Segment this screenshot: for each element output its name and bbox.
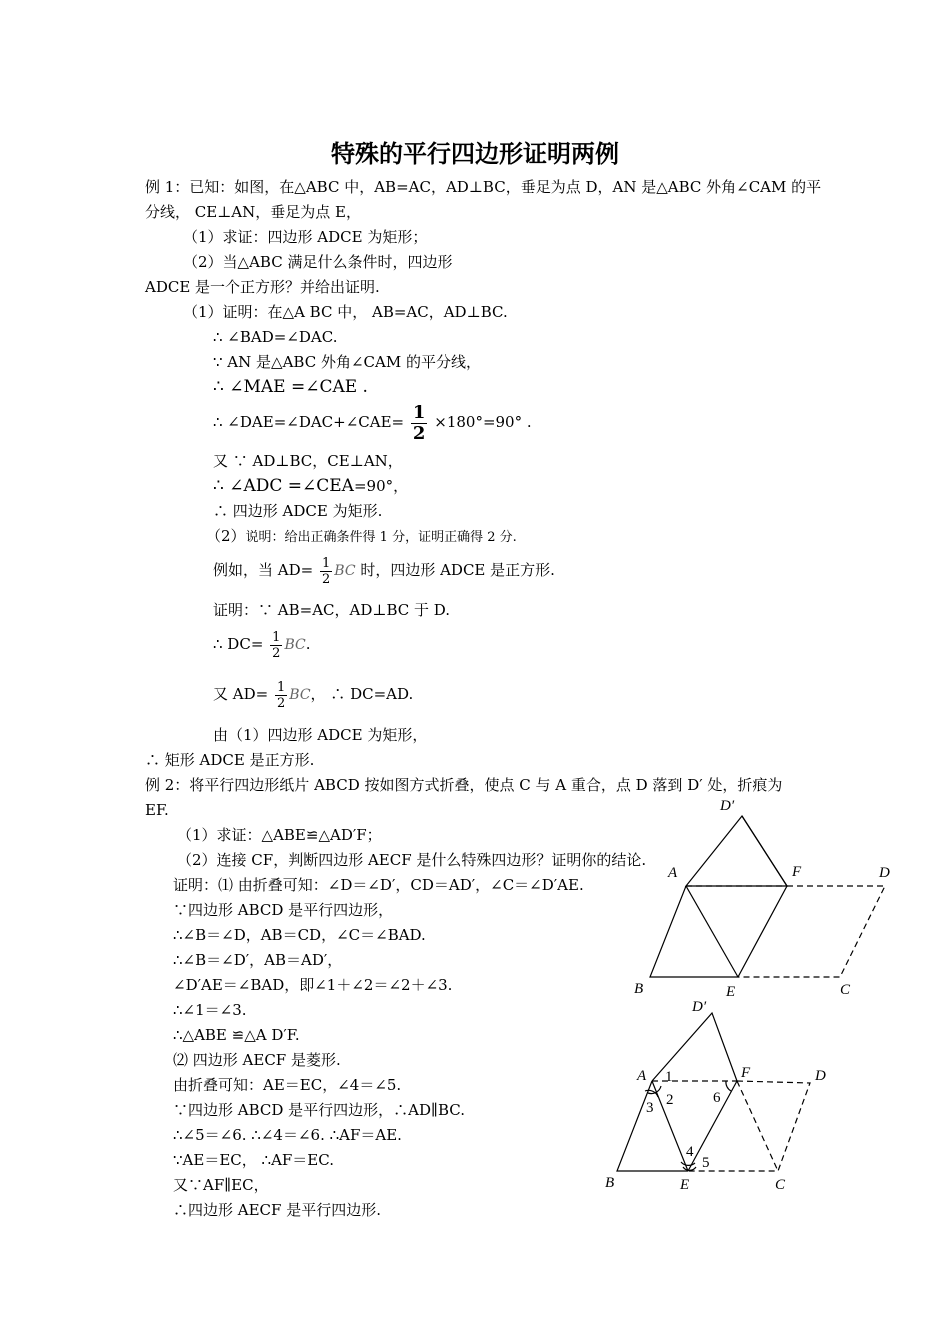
dae-result: 180°=90° .	[446, 413, 532, 431]
fraction-half: $\frac{1}{2}$	[276, 679, 286, 711]
ex1-line: （1）求证：四边形 ADCE 为矩形；	[183, 228, 428, 246]
ex1-line: 又 ∵ AD⊥BC，CE⊥AN，	[213, 452, 403, 470]
fig2-angle-arc	[726, 1081, 731, 1091]
ex2-line: 又∵AF∥EC，	[173, 1176, 269, 1194]
ex2-line: 例 2：将平行四边形纸片 ABCD 按如图方式折叠，使点 C 与 A 重合，点 D 落到 D′ 处，折痕为	[145, 776, 783, 794]
ex2-line: ∴∠1＝∠3.	[173, 1001, 247, 1019]
fig2-label: E	[680, 1177, 690, 1193]
ex1-line: 例 1：已知：如图，在△ABC 中，AB=AC，AD⊥BC，垂足为点 D，AN 是△ABC 外角∠CAM 的平	[145, 178, 822, 196]
fig1-label: C	[840, 982, 851, 998]
fig2-angle-label: 5	[702, 1155, 710, 1171]
ex1-line: ∴ ∠MAE =∠CAE .	[213, 377, 368, 397]
fig2-angle-label: 4	[686, 1144, 694, 1160]
ex1-line-example: 例如，当 AD= $\frac{1}{2}$ BC 时，四边形 ADCE 是正方形.	[213, 555, 555, 587]
scoring-note: 说明：给出正确条件得 1 分，证明正确得 2 分.	[245, 530, 517, 545]
ex2-line: （1）求证：△ABE≌△AD′F；	[177, 826, 382, 844]
ex2-line: ∴∠B＝∠D′，AB＝AD′，	[173, 951, 343, 969]
ex2-line: （2）连接 CF，判断四边形 AECF 是什么特殊四边形？证明你的结论.	[177, 851, 647, 869]
fig1-label: A	[668, 865, 678, 881]
ex1-line: ∴ 矩形 ADCE 是正方形.	[145, 751, 315, 769]
adc-value: =90°，	[353, 477, 409, 495]
fraction-half: $\frac{1}{2}$	[272, 629, 281, 661]
fraction-half: $\frac{1}{2}$	[321, 555, 331, 587]
ex2-line: 由折叠可知：AE＝EC，∠4＝∠5.	[173, 1076, 402, 1094]
ex1-line-ad: 又 AD= $\frac{1}{2}$ BC， ∴ DC=AD.	[213, 679, 414, 711]
fig2-angle-label: 2	[666, 1092, 674, 1108]
fig1-label: E	[726, 984, 736, 1000]
ex1-line: ADCE 是一个正方形？并给出证明.	[145, 278, 380, 296]
ex2-line: ∵AE＝EC， ∴AF＝EC.	[173, 1151, 334, 1169]
page-title: 特殊的平行四边形证明两例	[331, 140, 619, 168]
ex1-line: ∴ 四边形 ADCE 为矩形.	[213, 502, 383, 520]
dae-text: ∴ ∠DAE=∠DAC+∠CAE=	[213, 413, 405, 431]
fig2-ab-be	[617, 1081, 688, 1171]
fig2-fc-dashed	[737, 1081, 778, 1171]
fraction-half: $\frac{1}{2}$	[412, 401, 426, 444]
ex1-line-dc: ∴ DC= $\frac{1}{2}$ BC.	[213, 629, 311, 661]
ex2-line: ∵四边形 ABCD 是平行四边形，	[173, 901, 394, 919]
fig2-label: A	[637, 1068, 647, 1084]
fig2-label: B	[605, 1175, 615, 1191]
fig2-angle-label: 3	[646, 1100, 654, 1116]
ex2-line: ⑵ 四边形 AECF 是菱形.	[173, 1051, 341, 1069]
ex1-line: 证明：∵ AB=AC，AD⊥BC 于 D.	[213, 601, 451, 619]
fig2-label: F	[741, 1065, 751, 1081]
ex1-line: 由（1）四边形 ADCE 为矩形，	[213, 726, 428, 744]
ex2-line: ∴四边形 AECF 是平行四边形.	[173, 1201, 381, 1219]
ex2-line: ∠D′AE＝∠BAD，即∠1＋∠2＝∠2＋∠3.	[173, 976, 453, 994]
ex2-line: ∴∠B＝∠D，AB＝CD，∠C＝∠BAD.	[173, 926, 426, 944]
ex1-line: （1）证明：在△A BC 中， AB=AC，AD⊥BC.	[183, 303, 508, 321]
fig1-label: D	[879, 865, 890, 881]
fig2-angle-label: 6	[713, 1090, 721, 1106]
fig1-label: B	[634, 981, 644, 997]
fig1-label: F	[792, 864, 802, 880]
ex2-line: EF.	[145, 801, 169, 819]
ex1-line: ∵ AN 是△ABC 外角∠CAM 的平分线，	[213, 353, 481, 371]
ex2-line: 证明：⑴ 由折叠可知：∠D＝∠D′，CD＝AD′，∠C＝∠D′AE.	[173, 876, 584, 894]
fig2-label: C	[775, 1177, 786, 1193]
ex2-line: ∵四边形 ABCD 是平行四边形，∴AD∥BC.	[173, 1101, 465, 1119]
ex1-line: 分线， CE⊥AN，垂足为点 E，	[145, 203, 361, 221]
fig2-angle-label: 1	[665, 1069, 673, 1085]
ex2-line: ∴△ABE ≌△A D′F.	[173, 1026, 300, 1044]
fig2-label: D	[815, 1068, 826, 1084]
fig2-label: D′	[692, 999, 707, 1015]
part2-label: （2）	[206, 527, 246, 545]
ex1-line: （2）当△ABC 满足什么条件时，四边形	[183, 253, 453, 271]
fig1-label: D′	[720, 798, 735, 814]
ex2-line: ∴∠5＝∠6. ∴∠4＝∠6. ∴AF＝AE.	[173, 1126, 402, 1144]
ex1-line: ∴ ∠BAD=∠DAC.	[213, 328, 338, 346]
times-sign: ×	[434, 413, 447, 431]
adc-text: ∴ ∠ADC =∠CEA	[213, 476, 354, 496]
